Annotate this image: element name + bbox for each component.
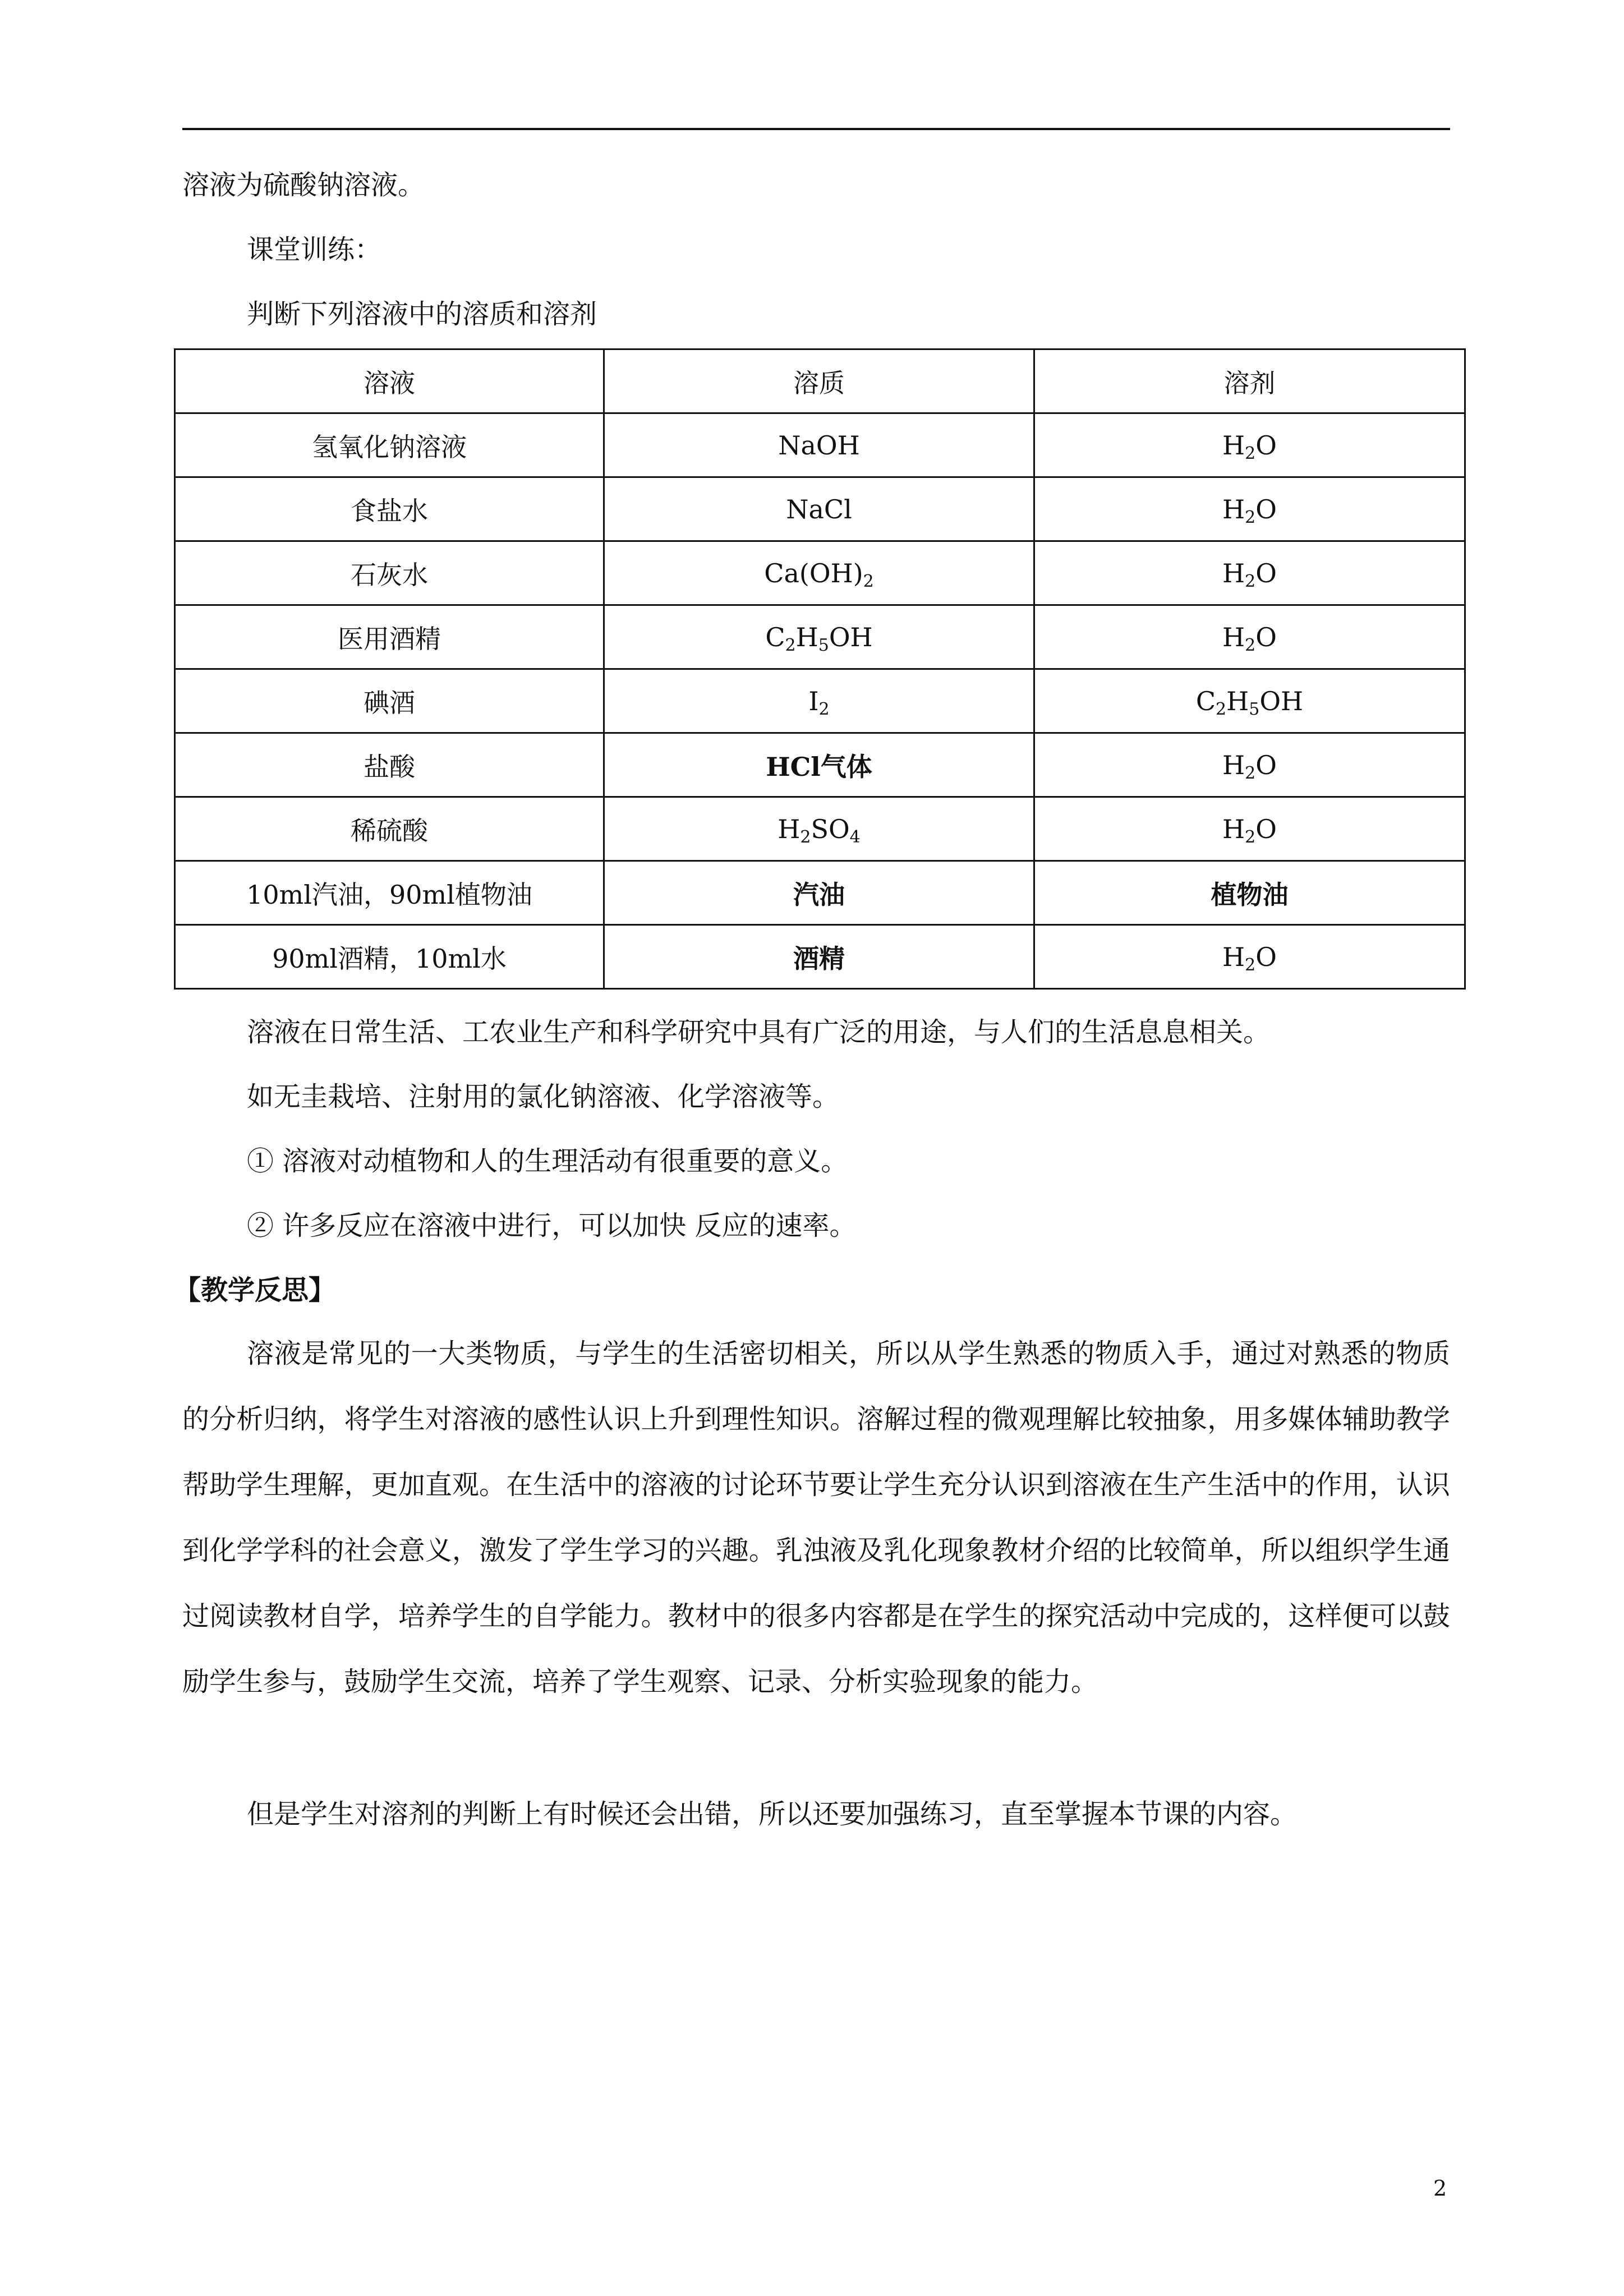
- cell-solvent: $H_2O$: [1034, 605, 1465, 669]
- cell-solvent: $H_2O$: [1034, 541, 1465, 605]
- example-line: 如无圭栽培、注射用的氯化钠溶液、化学溶液等。: [247, 1081, 840, 1112]
- reflection-paragraph: 溶液是常见的一大类物质，与学生的生活密切相关，所以从学生熟悉的物质入手，通过对熟悉的物质的分析归纳，将学生对溶液的感性认识上升到理性知识。溶解过程的微观理解比较抽象，用多媒体辅助教学帮助学生理解，更加直观。在生活中的溶液的讨论环节要让学生充分认识到溶液在生产生活中的作用，认识到化学学科的社会意义，激发了学生学习的兴趣。乳浊液及乳化现象教材介绍的比较简单，所以组织学生通过阅读教材自学，培养学生的自学能力。教材中的很多内容都是在学生的探究活动中完成的，这样便可以鼓励学生参与，鼓励学生交流，培养了学生观察、记录、分析实验现象的能力。: [182, 1338, 1450, 1697]
- table-row: [175, 541, 1465, 605]
- class-practice-heading: 课堂训练：: [247, 234, 382, 265]
- cell-solvent: $H_2O$: [1034, 477, 1465, 541]
- cell-solvent: $H_2O$: [1034, 797, 1465, 861]
- table-row: [175, 669, 1465, 733]
- cell-solvent: $C_2H_5OH$: [1034, 669, 1465, 733]
- cell-solute: NaOH: [604, 413, 1034, 477]
- cell-solute: $C_2H_5OH$: [604, 605, 1034, 669]
- header-cell-solution: 溶液: [175, 349, 604, 413]
- cell-solute: $I_2$: [604, 669, 1034, 733]
- header-cell-solvent: 溶剂: [1034, 349, 1465, 413]
- cell-solution: 医用酒精: [175, 605, 604, 669]
- point-one-line: ① 溶液对动植物和人的生理活动有很重要的意义。: [247, 1145, 848, 1177]
- cell-solvent: $H_2O$: [1034, 413, 1465, 477]
- table-row: [175, 733, 1465, 797]
- cell-solute: 酒精: [604, 925, 1034, 989]
- cell-solution: 盐酸: [175, 733, 604, 797]
- cell-solution: 氢氧化钠溶液: [175, 413, 604, 477]
- cell-solute: HCl气体: [604, 733, 1034, 797]
- page-number: 2: [1433, 2176, 1447, 2201]
- cell-solution: 石灰水: [175, 541, 604, 605]
- cell-solution: 10ml汽油，90ml植物油: [175, 861, 604, 925]
- cell-solution: 稀硫酸: [175, 797, 604, 861]
- table-row: [175, 477, 1465, 541]
- point-two-line: ② 许多反应在溶液中进行，可以加快 反应的速率。: [247, 1210, 857, 1241]
- cell-solute: 汽油: [604, 861, 1034, 925]
- table-row: [175, 605, 1465, 669]
- table-caption: 判断下列溶液中的溶质和溶剂: [247, 298, 597, 330]
- usage-line: 溶液在日常生活、工农业生产和科学研究中具有广泛的用途，与人们的生活息息相关。: [247, 1016, 1271, 1048]
- table-header-row: [175, 349, 1465, 413]
- header-rule: [182, 128, 1450, 130]
- reflection-closing-paragraph: 但是学生对溶剂的判断上有时候还会出错，所以还要加强练习，直至掌握本节课的内容。: [247, 1798, 1298, 1830]
- table-row: [175, 413, 1465, 477]
- cell-solution: 食盐水: [175, 477, 604, 541]
- cell-solution: 90ml酒精，10ml水: [175, 925, 604, 989]
- cell-solute: NaCl: [604, 477, 1034, 541]
- table-row: [175, 797, 1465, 861]
- solution-table: [174, 348, 1466, 990]
- cell-solute: $H_2SO_4$: [604, 797, 1034, 861]
- intro-line: 溶液为硫酸钠溶液。: [182, 169, 425, 201]
- table-row: [175, 861, 1465, 925]
- table-row: [175, 925, 1465, 989]
- header-cell-solute: 溶质: [604, 349, 1034, 413]
- cell-solution: 碘酒: [175, 669, 604, 733]
- cell-solute: $Ca(OH)_2$: [604, 541, 1034, 605]
- cell-solvent: $H_2O$: [1034, 733, 1465, 797]
- cell-solvent: $H_2O$: [1034, 925, 1465, 989]
- cell-solvent: 植物油: [1034, 861, 1465, 925]
- reflection-heading: 【教学反思】: [174, 1274, 336, 1306]
